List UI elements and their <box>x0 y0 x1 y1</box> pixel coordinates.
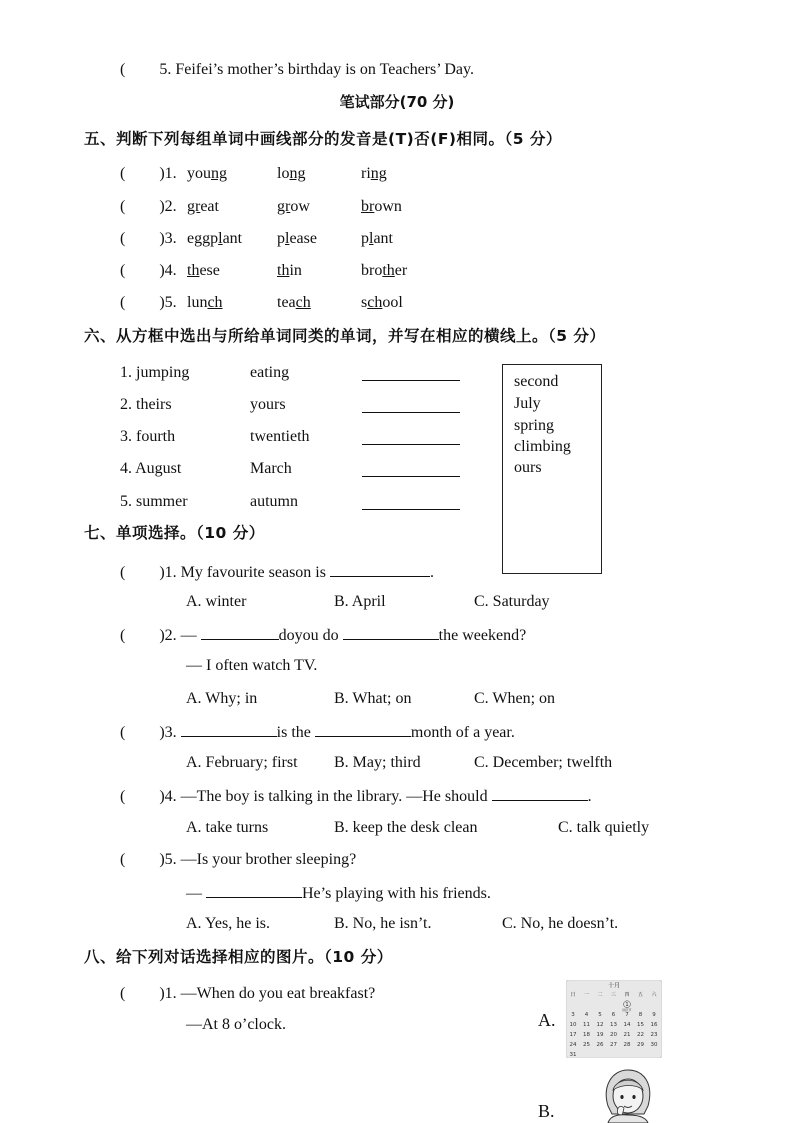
punct: . <box>429 564 434 581</box>
calendar-weekday: 日 <box>570 992 576 998</box>
option-b: B. April <box>334 593 386 610</box>
phonics-word <box>277 229 317 249</box>
option-a: A. winter <box>186 593 247 610</box>
answer-line[interactable] <box>362 476 460 477</box>
underlined-letters: ch <box>207 294 223 311</box>
calendar-day: 31 <box>569 1052 577 1058</box>
question-text-end: the weekend? <box>438 627 527 644</box>
question-number: )5. <box>159 851 177 868</box>
calendar-day: 16 <box>650 1022 658 1028</box>
phonics-word <box>277 197 310 217</box>
word-part: ri <box>361 165 371 182</box>
calendar-day: 25 <box>583 1042 590 1048</box>
calendar-weekday: 二 <box>597 992 603 998</box>
underlined-letters: th <box>382 262 395 279</box>
option-c: C. Saturday <box>474 593 550 610</box>
phonics-word <box>187 261 220 281</box>
example-word: yours <box>250 396 286 413</box>
word-part: s <box>361 294 368 311</box>
calendar-day: 19 <box>596 1032 604 1038</box>
word-box <box>502 364 602 574</box>
picture-label-b: B. <box>538 1101 555 1121</box>
underlined-letters: ch <box>367 294 383 311</box>
question-number: )1. <box>159 564 177 581</box>
underlined-letters: th <box>187 262 200 279</box>
phonics-row <box>120 164 177 184</box>
option-c: C. talk quietly <box>558 819 650 836</box>
dialogue-1 <box>120 984 375 1004</box>
calendar-month: 十月 <box>607 982 621 990</box>
question-number: )3. <box>159 230 177 247</box>
answer-blank[interactable] <box>206 882 302 898</box>
answer-paren-open[interactable]: ( <box>120 198 126 215</box>
phonics-word <box>277 164 305 184</box>
phonics-word <box>277 293 311 313</box>
question-number: )3. <box>159 724 177 741</box>
calendar-day: 22 <box>637 1032 644 1038</box>
underlined-letters: ch <box>295 294 311 311</box>
underlined-letters: th <box>277 262 290 279</box>
phonics-row <box>120 197 177 217</box>
punct: . <box>587 788 592 805</box>
word-part: ow <box>290 198 310 215</box>
calendar-day: 23 <box>650 1032 658 1038</box>
calendar-day: 3 <box>571 1012 575 1018</box>
written-section-title: 笔试部分(70 分) <box>339 93 455 111</box>
calendar-day: 29 <box>637 1042 644 1048</box>
box-word: ours <box>514 459 542 476</box>
option-b: B. What; on <box>334 690 412 707</box>
phonics-word <box>187 164 227 184</box>
word-part: ant <box>373 230 393 247</box>
phonics-row <box>120 261 177 281</box>
question-number: )2. <box>159 627 177 644</box>
word-part: p <box>361 230 369 247</box>
calendar-day: 18 <box>583 1032 590 1038</box>
reply-line <box>186 882 491 904</box>
option-a: A. take turns <box>186 819 269 836</box>
calendar-day: 26 <box>596 1042 604 1048</box>
answer-blank[interactable] <box>343 624 439 640</box>
box-word: climbing <box>514 438 571 455</box>
underlined-letters: l <box>218 230 223 247</box>
calendar-day: 24 <box>569 1042 577 1048</box>
question-number: )4. <box>159 262 177 279</box>
option-c: C. December; twelfth <box>474 754 613 771</box>
answer-blank[interactable] <box>315 721 411 737</box>
section-6-heading: 六、从方框中选出与所给单词同类的单词，并写在相应的横线上。（5 分） <box>84 327 606 345</box>
calendar-weekday: 五 <box>637 992 644 998</box>
phonics-word <box>361 164 387 184</box>
item-text: 5. Feifei’s mother’s birthday is on Teachers’ Day. <box>159 61 474 78</box>
word-part: ease <box>289 230 317 247</box>
phonics-word <box>361 229 393 249</box>
question-text: doyou do <box>278 627 339 644</box>
option-c: C. No, he doesn’t. <box>502 915 619 932</box>
answer-paren-open[interactable]: ( <box>120 230 126 247</box>
picture-label-a: A. <box>538 1010 556 1030</box>
answer-blank[interactable] <box>330 561 430 577</box>
calendar-day: 17 <box>569 1032 577 1038</box>
question-number: )2. <box>159 198 177 215</box>
answer-line[interactable] <box>362 380 460 381</box>
girl-thinking-image <box>594 1066 658 1123</box>
calendar-day: 10 <box>569 1022 577 1028</box>
calendar-day: 7 <box>625 1012 629 1018</box>
word-part: tea <box>277 294 296 311</box>
example-word: twentieth <box>250 428 310 445</box>
question-3 <box>120 721 515 743</box>
example-word: autumn <box>250 493 298 510</box>
option-c: C. When; on <box>474 690 556 707</box>
question-2 <box>120 624 526 646</box>
item-5-listening <box>120 60 474 80</box>
section-7-heading: 七、单项选择。（10 分） <box>84 524 265 542</box>
calendar-weekday: 三 <box>610 992 617 998</box>
answer-line[interactable] <box>362 509 460 510</box>
phonics-word <box>187 229 242 249</box>
calendar-weekday: 六 <box>651 992 657 998</box>
question-number: )5. <box>159 294 177 311</box>
word-part: eat <box>200 198 219 215</box>
calendar-day: 21 <box>623 1032 631 1038</box>
word-part: p <box>277 230 285 247</box>
calendar-image <box>566 980 662 1058</box>
word-part: eggp <box>187 230 219 247</box>
answer-paren-open: ( <box>120 564 126 581</box>
underlined-letters: l <box>369 230 374 247</box>
answer-paren-open: ( <box>120 61 126 78</box>
answer-blank[interactable] <box>181 721 277 737</box>
question-number: )4. <box>159 788 177 805</box>
calendar-day: 6 <box>611 1012 616 1018</box>
phonics-word <box>361 261 407 281</box>
question-text: is the <box>276 724 311 741</box>
calendar-day: 27 <box>610 1042 617 1048</box>
answer-blank[interactable] <box>201 624 279 640</box>
dialogue-reply: —At 8 o’clock. <box>186 1016 286 1033</box>
phonics-word <box>187 197 219 217</box>
calendar-day: 1 <box>625 1002 629 1008</box>
word-part: own <box>374 198 402 215</box>
phonics-word <box>361 197 402 217</box>
calendar-day: 5 <box>598 1012 602 1018</box>
word-part: you <box>187 165 211 182</box>
answer-line[interactable] <box>362 412 460 413</box>
phonics-row <box>120 229 177 249</box>
section-5-heading: 五、判断下列每组单词中画线部分的发音是(T)否(F)相同。（5 分） <box>84 130 562 148</box>
answer-paren-open[interactable]: ( <box>120 294 126 311</box>
given-word: 3. fourth <box>120 428 176 445</box>
box-word: spring <box>514 417 554 434</box>
question-4 <box>120 785 592 807</box>
answer-paren-open: ( <box>120 788 126 805</box>
question-number: )1. <box>159 985 177 1002</box>
calendar-day: 14 <box>623 1022 631 1028</box>
word-part: in <box>289 262 302 279</box>
word-part: ese <box>199 262 220 279</box>
question-5 <box>120 850 356 870</box>
calendar-weekday: 一 <box>583 992 590 998</box>
calendar-day: 9 <box>652 1012 656 1018</box>
answer-paren-open: ( <box>120 724 126 741</box>
phonics-word <box>361 293 403 313</box>
answer-paren-open: ( <box>120 627 126 644</box>
dash: — <box>186 885 202 902</box>
given-word: 2. theirs <box>120 396 172 413</box>
section-8-heading: 八、给下列对话选择相应的图片。（10 分） <box>84 948 393 966</box>
question-1 <box>120 561 434 583</box>
underlined-letters: ng <box>370 165 387 182</box>
phonics-row <box>120 293 177 313</box>
underlined-letters: l <box>285 230 290 247</box>
box-word: second <box>514 373 559 390</box>
option-a: A. Yes, he is. <box>186 915 271 932</box>
calendar-day: 30 <box>650 1042 658 1048</box>
box-word: July <box>514 395 541 412</box>
word-part: ant <box>222 230 243 247</box>
calendar-day: 28 <box>623 1042 631 1048</box>
word-part: er <box>394 262 408 279</box>
option-b: B. No, he isn’t. <box>334 915 432 932</box>
example-word: March <box>250 460 292 477</box>
underlined-letters: ng <box>289 165 306 182</box>
calendar-weekday: 四 <box>624 992 630 998</box>
underlined-letters: br <box>361 198 375 215</box>
question-text: My favourite season is <box>180 564 326 581</box>
answer-line[interactable] <box>362 444 460 445</box>
answer-paren-open: ( <box>120 985 126 1002</box>
question-text: —Is your brother sleeping? <box>180 851 357 868</box>
word-part: lo <box>277 165 290 182</box>
option-b: B. May; third <box>334 754 421 771</box>
calendar-day: 15 <box>637 1022 644 1028</box>
underlined-letters: gr <box>277 198 291 215</box>
calendar-day: 11 <box>583 1022 590 1028</box>
dialogue-line: —When do you eat breakfast? <box>180 985 376 1002</box>
question-number: )1. <box>159 165 177 182</box>
answer-paren-open[interactable]: ( <box>120 165 126 182</box>
phonics-word <box>277 261 302 281</box>
calendar-day: 12 <box>596 1022 604 1028</box>
reply-line: — I often watch TV. <box>186 657 318 674</box>
reply-text: He’s playing with his friends. <box>302 885 491 902</box>
given-word: 4. August <box>120 460 182 477</box>
answer-blank[interactable] <box>492 785 588 801</box>
dash: — <box>180 627 197 644</box>
calendar-day: 13 <box>610 1022 617 1028</box>
given-word: 5. summer <box>120 493 188 510</box>
answer-paren-open: ( <box>120 851 126 868</box>
word-part: bro <box>361 262 383 279</box>
question-text-end: month of a year. <box>410 724 515 741</box>
option-a: A. February; first <box>186 754 298 771</box>
phonics-word <box>187 293 223 313</box>
answer-paren-open[interactable]: ( <box>120 262 126 279</box>
underlined-letters: gr <box>187 198 201 215</box>
example-word: eating <box>250 364 290 381</box>
calendar-day: 20 <box>610 1032 617 1038</box>
underlined-letters: ng <box>211 165 227 182</box>
calendar-day: 8 <box>638 1012 643 1018</box>
holiday-note: 国庆节 <box>622 1008 632 1012</box>
question-text: —The boy is talking in the library. —He should <box>180 788 488 805</box>
option-b: B. keep the desk clean <box>334 819 478 836</box>
option-a: A. Why; in <box>186 690 258 707</box>
calendar-day: 4 <box>584 1012 589 1018</box>
word-part: ool <box>382 294 403 311</box>
word-part: lun <box>187 294 208 311</box>
given-word: 1. jumping <box>120 364 190 381</box>
